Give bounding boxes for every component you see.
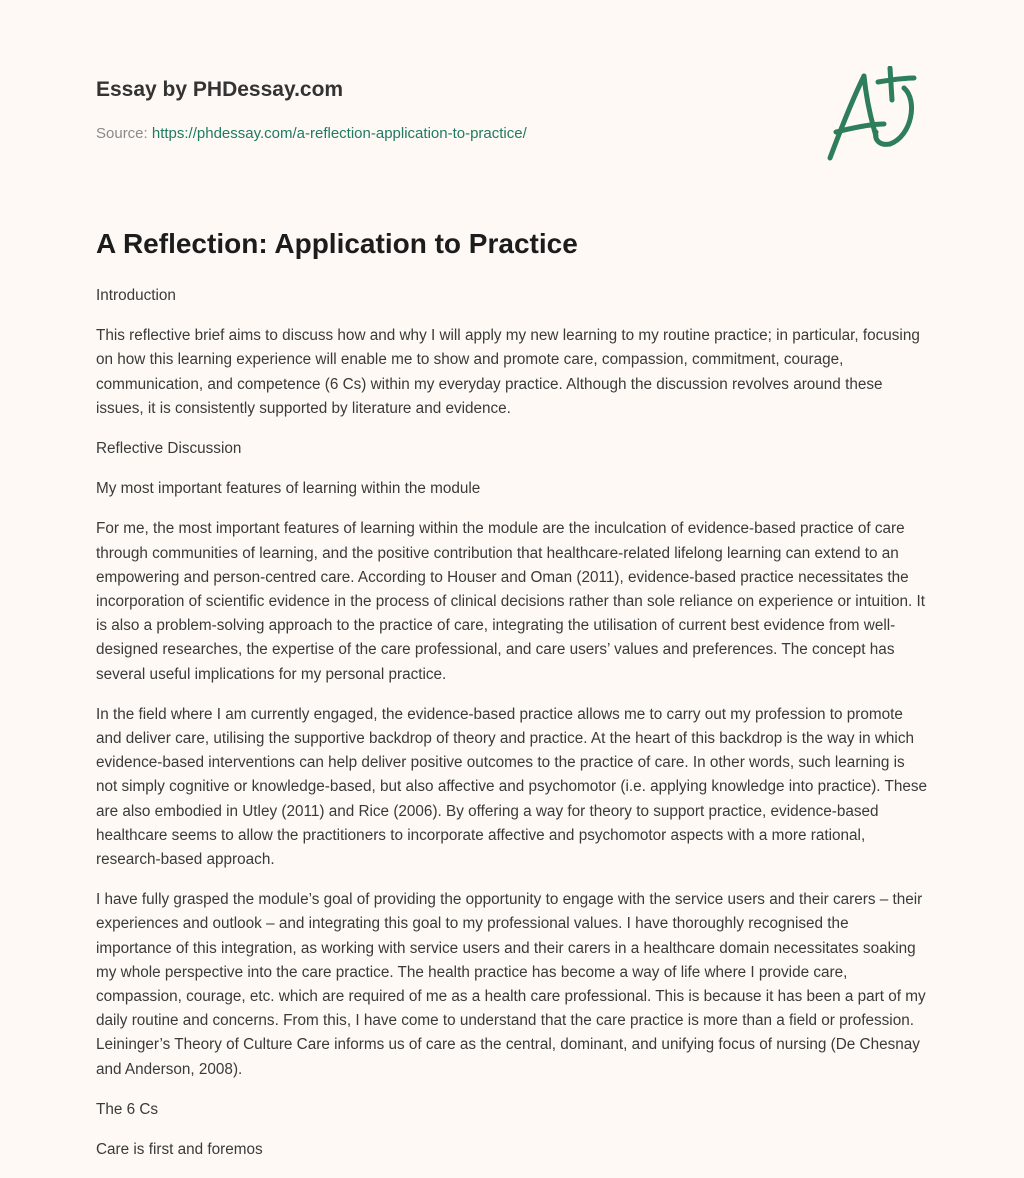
essay-title: A Reflection: Application to Practice	[96, 228, 578, 259]
essay-article	[96, 226, 928, 1178]
a-plus-grade-icon	[822, 66, 932, 166]
section-heading-reflective-discussion: Reflective Discussion	[96, 440, 242, 458]
brand-title: Essay by PHDessay.com	[96, 78, 344, 101]
subheading-features-of-learning: My most important features of learning within the module	[96, 480, 481, 498]
source-link[interactable]: https://phdessay.com/a-reflection-application-to-practice/	[151, 125, 527, 142]
paragraph-module-goal: I have fully grasped the module’s goal of providing the opportunity to engage with the service users and their carers – their experiences and outlook – and integrating this goal to my professional values. I have thoroughly recognised the importance of this integration, as working with service users and their carers in a healthcare domain necessitates soaking my whole perspective into the care practice. The health practice has become a way of life where I provide care, compassion, courage, etc. which are required of me as a health care professional. This is because it has been a part of my daily routine and concerns. From this, I have come to understand that the care practice is more than a field or profession. Leininger’s Theory of Culture Care informs us of care as the central, dominant, and unifying focus of nursing (De Chesnay and Anderson, 2008).	[96, 891, 926, 1078]
source-line	[96, 124, 936, 144]
paragraph-field: In the field where I am currently engaged, the evidence-based practice allows me to carry out my profession to promote and deliver care, utilising the supportive backdrop of theory and practice. At the heart of this backdrop is the way in which evidence-based interventions can help deliver positive outcomes to the practice of care. In other words, such learning is not simply cognitive or knowledge-based, but also affective and psychomotor (i.e. applying knowledge into practice). These are also embodied in Utley (2011) and Rice (2006). By offering a way for theory to support practice, evidence-based healthcare seems to allow the practitioners to incorporate affective and psychomotor aspects with a more rational, research-based approach.	[96, 705, 928, 869]
section-heading-6cs: The 6 Cs	[96, 1100, 159, 1118]
page-header	[96, 76, 936, 144]
section-heading-introduction: Introduction	[96, 287, 176, 304]
paragraph-features: For me, the most important features of learning within the module are the inculcation of evidence-based practice of care through communities of learning, and the positive contribution that healthcare-related lifelong learning can extend to an empowering and person-centred care. According to Houser and Oman (2011), evidence-based practice necessitates the incorporation of scientific evidence in the process of clinical decisions rather than sole reliance on experience or intuition. It is also a problem-solving approach to the practice of care, integrating the utilisation of current best evidence from well-designed researches, the expertise of the care professional, and care users’ values and preferences. The concept has several useful implications for my personal practice.	[96, 520, 926, 683]
source-label: Source:	[96, 125, 148, 142]
paragraph-intro: This reflective brief aims to discuss how and why I will apply my new learning to my routine practice; in particular, focusing on how this learning experience will enable me to show and promote care, compassion, commitment, courage, communication, and competence (6 Cs) within my everyday practice. Although the discussion revolves around these issues, it is consistently supported by literature and evidence.	[96, 327, 920, 417]
paragraph-care-truncated: Care is first and foremos	[96, 1141, 263, 1159]
